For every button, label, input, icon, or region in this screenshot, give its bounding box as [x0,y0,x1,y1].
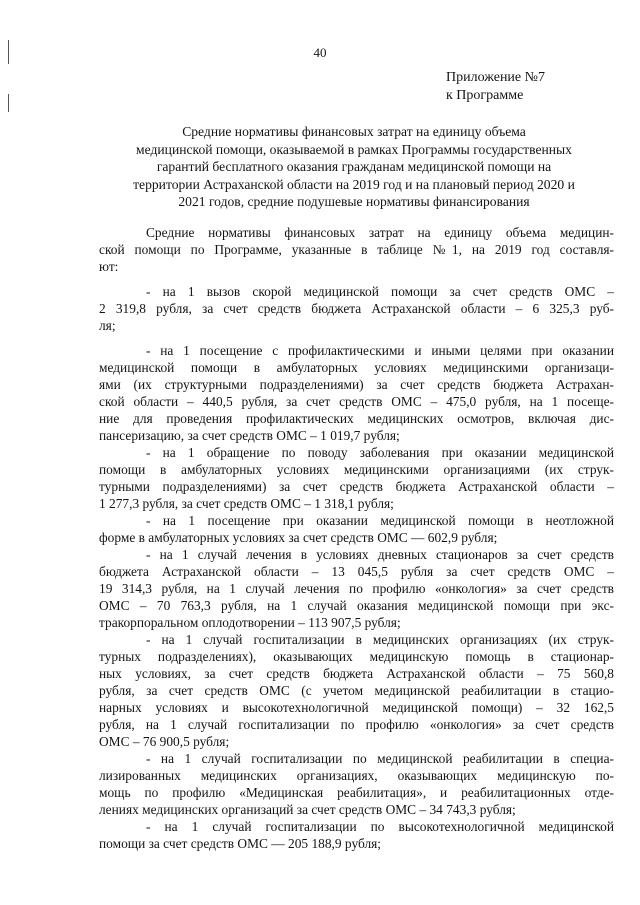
body-line: рубля, за счет средств ОМС (с учетом медицинской реабилитации в стацио- [99,683,614,698]
body-line: турными подразделениями) за счет средств бюджета Астраханской области – [99,479,614,494]
body-line: - на 1 посещение при оказании медицинской помощи в неотложной [146,513,614,528]
body-line: ние для проведения профилактических медицинских осмотров, включая дис- [99,411,614,426]
body-line: помощи в амбулаторных условиях медицинскими организациями (их струк- [99,462,614,477]
document-title [104,123,604,211]
body-line: ской помощи по Программе, указанные в таблице №1, на 2019 год составля- [99,242,614,257]
document-body [99,224,614,852]
body-line: форме в амбулаторных условиях за счет средств ОМС — 602,9 рубля; [99,530,498,545]
body-line: лениях медицинских организаций за счет средств ОМС – 34 743,3 рубля; [99,802,516,817]
title-line: медицинской помощи, оказываемой в рамках Программы государственных [136,141,572,157]
body-line: - на 1 обращение по поводу заболевания при оказании медицинской [146,445,614,460]
title-line: 2021 годов, средние подушевые нормативы финансирования [178,194,530,210]
paragraph-gap [99,275,614,283]
body-line: ями (их структурными подразделениями) за счет средств бюджета Астрахан- [99,377,614,392]
body-line: ют: [99,259,119,274]
body-line: - на 1 случай лечения в условиях дневных стационаров за счет средств [146,547,614,562]
body-line: медицинской помощи в амбулаторных условиях медицинскими организаци- [99,360,614,375]
body-line: турных подразделениях), оказывающих медицинскую помощь в стационар- [99,649,614,664]
paragraph-gap [99,334,614,342]
body-line: ской области – 440,5 рубля, за счет средств ОМС – 475,0 рубля, на 1 посеще- [99,394,614,409]
body-line: 2 319,8 рубля, за счет средств бюджета Астраханской области – 6 325,3 руб- [99,301,614,316]
appendix-reference [446,69,545,105]
body-line: нарных условиях и высокотехнологичной медицинской помощи) – 32 162,5 [99,700,614,715]
body-line: - на 1 случай госпитализации в медицинских организациях (их струк- [146,632,614,647]
title-line: гарантий бесплатного оказания гражданам медицинской помощи на [156,159,552,175]
body-line: ля; [99,318,116,333]
body-line: помощи за счет средств ОМС — 205 188,9 рубля; [99,836,381,851]
appendix-line-1: Приложение №7 [446,70,545,85]
page-number: 40 [313,45,327,60]
title-line: территории Астраханской области на 2019 год и на плановый период 2020 и [133,176,575,192]
body-line: пансеризацию, за счет средств ОМС – 1 019,7 рубля; [99,428,400,443]
title-line: Средние нормативы финансовых затрат на единицу объема [182,124,526,139]
body-line: 19 314,3 рубля, на 1 случай лечения по профилю «онкология» за счет средств [99,581,614,596]
body-line: - на 1 случай госпитализации по высокотехнологичной медицинской [146,819,614,834]
body-line: Средние нормативы финансовых затрат на единицу объема медицин- [146,225,614,240]
body-line: ОМС – 70 763,3 рубля, на 1 случай оказания медицинской помощи при экс- [99,598,614,613]
margin-mark-bottom [8,94,9,112]
body-line: 1 277,3 рубля, за счет средств ОМС – 1 318,1 рубля; [99,496,394,511]
body-line: - на 1 вызов скорой медицинской помощи за счет средств ОМС – [146,284,614,299]
body-line: тракорпоральном оплодотворении – 113 907,5 рубля; [99,615,401,630]
body-line: мощь по профилю «Медицинская реабилитация», и реабилитационных отде- [99,785,614,800]
body-line: ОМС – 76 900,5 рубля; [99,734,230,749]
body-line: - на 1 посещение с профилактическими и иными целями при оказании [146,343,614,358]
body-line: ных условиях, за счет средств бюджета Астраханской области – 75 560,8 [99,666,614,681]
appendix-line-2: к Программе [446,88,524,103]
body-line: рубля, на 1 случай госпитализации по профилю «онкология» за счет средств [99,717,614,732]
body-line: бюджета Астраханской области – 13 045,5 рубля за счет средств ОМС – [99,564,614,579]
body-line: - на 1 случай госпитализации по медицинской реабилитации в специа- [146,751,614,766]
body-line: лизированных медицинских организациях, оказывающих медицинскую по- [99,768,614,783]
